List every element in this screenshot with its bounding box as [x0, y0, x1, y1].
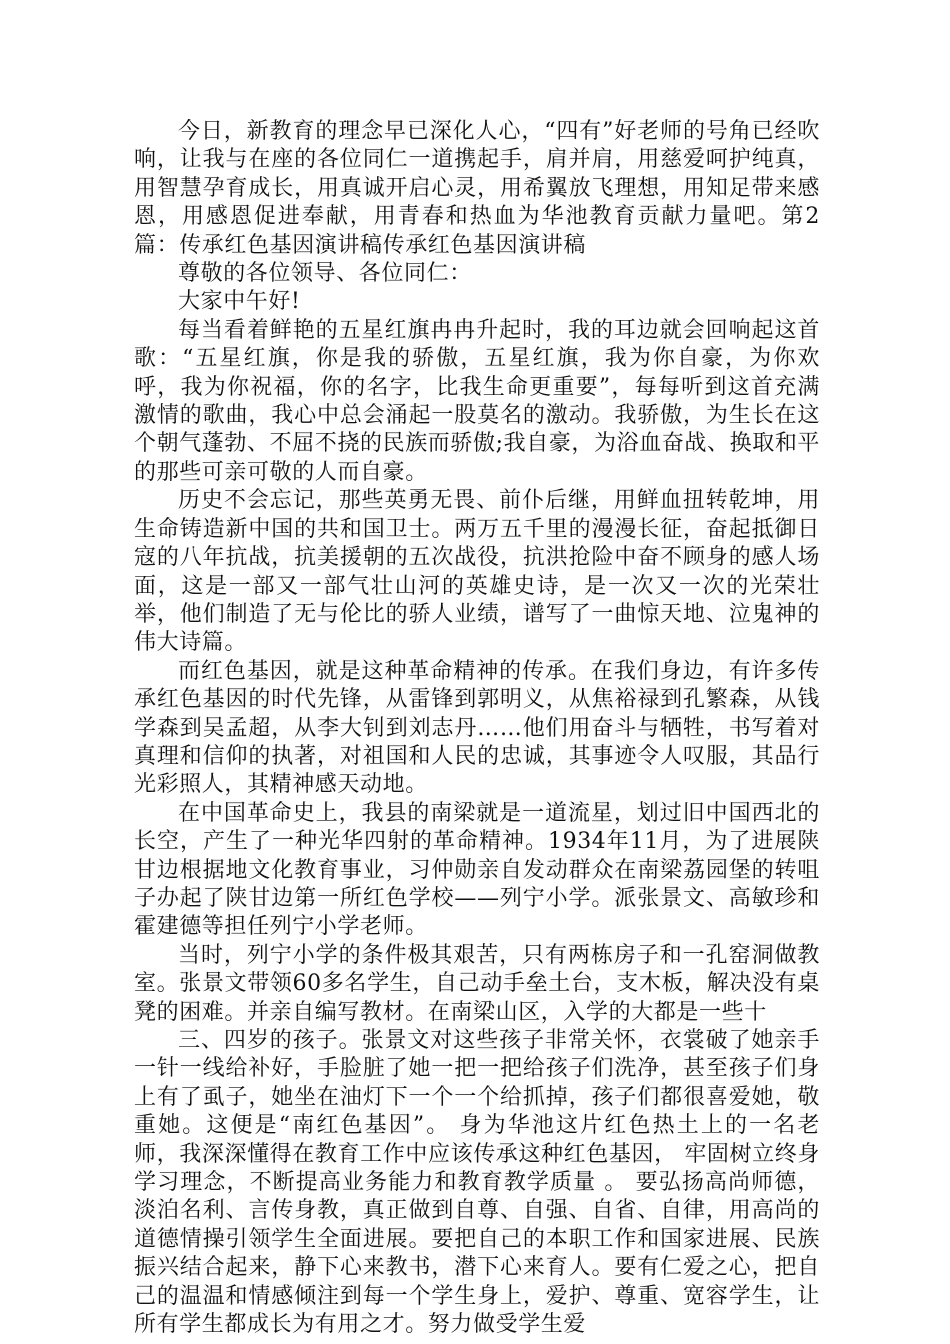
paragraph-8: 当时，列宁小学的条件极其艰苦，只有两栋房子和一孔窑洞做教室。张景文带领60多名学生，自己动手垒土台，支木板，解决没有桌凳的困难。并亲自编写教材。在南梁山区，入学的大都是一些十: [134, 942, 820, 1025]
paragraph-3-greeting: 大家中午好!: [178, 289, 301, 315]
paragraph-4: 每当看着鲜艳的五星红旗冉冉升起时，我的耳边就会回响起这首歌：“五星红旗，你是我的骄傲，五星红旗，我为你自豪，为你欢呼，我为你祝福，你的名字，比我生命更重要”，每每听到这首充满激情的歌曲，我心中总会涌起一股莫名的激动。我骄傲，为生长在这个朝气蓬勃、不屈不挠的民族而骄傲;我自豪，为浴血奋战、换取和平的那些可亲可敬的人而自豪。: [134, 317, 821, 485]
document-body: [134, 118, 820, 1339]
paragraph-7: 在中国革命史上，我县的南梁就是一道流星，划过旧中国西北的长空，产生了一种光华四射的革命精神。1934年11月，为了进展陕甘边根据地文化教育事业，习仲勋亲自发动群众在南梁荔园堡的转咀子办起了陕甘边第一所红色学校——列宁小学。派张景文、高敏珍和霍建德等担任列宁小学老师。: [134, 800, 820, 940]
paragraph-9: 三、四岁的孩子。张景文对这些孩子非常关怀，衣裳破了她亲手一针一线给补好，手脸脏了她一把一把给孩子们洗净，甚至孩子们身上有了虱子，她坐在油灯下一个一个给抓掉，孩子们都很喜爱她，敬重她。这便是“南红色基因”。 身为华池这片红色热土上的一名老师，我深深懂得在教育工作中应该传承这种红色基因， 牢固树立终身学习理念，不断提高业务能力和教育教学质量 。 要弘扬高尚师德，淡泊名利、言传身教，真正做到自尊、自强、自省、自律，用高尚的道德情操引领学生全面进展。要把自己的本职工作和国家进展、民族振兴结合起来，静下心来教书，潜下心来育人。要有仁爱之心，把自己的温温和情感倾注到每一个学生身上，爱护、尊重、宽容学生，让所有学生都成长为有用之才。努力做受学生爱: [134, 1028, 820, 1338]
paragraph-2-salutation: 尊敬的各位领导、各位同仁：: [178, 261, 472, 287]
paragraph-1: 今日，新教育的理念早已深化人心，“四有”好老师的号角已经吹响，让我与在座的各位同仁一道携起手，肩并肩，用慈爱呵护纯真，用智慧孕育成长，用真诚开启心灵，用希翼放飞理想，用知足带来感恩，用感恩促进奉献，用青春和热血为华池教育贡献力量吧。第2篇：传承红色基因演讲稿传承红色基因演讲稿: [134, 119, 820, 258]
paragraph-6: 而红色基因，就是这种革命精神的传承。在我们身边，有许多传承红色基因的时代先锋，从雷锋到郭明义，从焦裕禄到孔繁森，从钱学森到吴孟超，从李大钊到刘志丹……他们用奋斗与牺牲，书写着对真理和信仰的执著，对祖国和人民的忠诚，其事迹令人叹服，其品行光彩照人，其精神感天动地。: [134, 658, 820, 798]
paragraph-5: 历史不会忘记，那些英勇无畏、前仆后继，用鲜血扭转乾坤，用生命铸造新中国的共和国卫士。两万五千里的漫漫长征，奋起抵御日寇的八年抗战，抗美援朝的五次战役，抗洪抢险中奋不顾身的感人场面，这是一部又一部气壮山河的英雄史诗，是一次又一次的光荣壮举，他们制造了无与伦比的骄人业绩，谱写了一曲惊天地、泣鬼神的伟大诗篇。: [134, 488, 820, 656]
